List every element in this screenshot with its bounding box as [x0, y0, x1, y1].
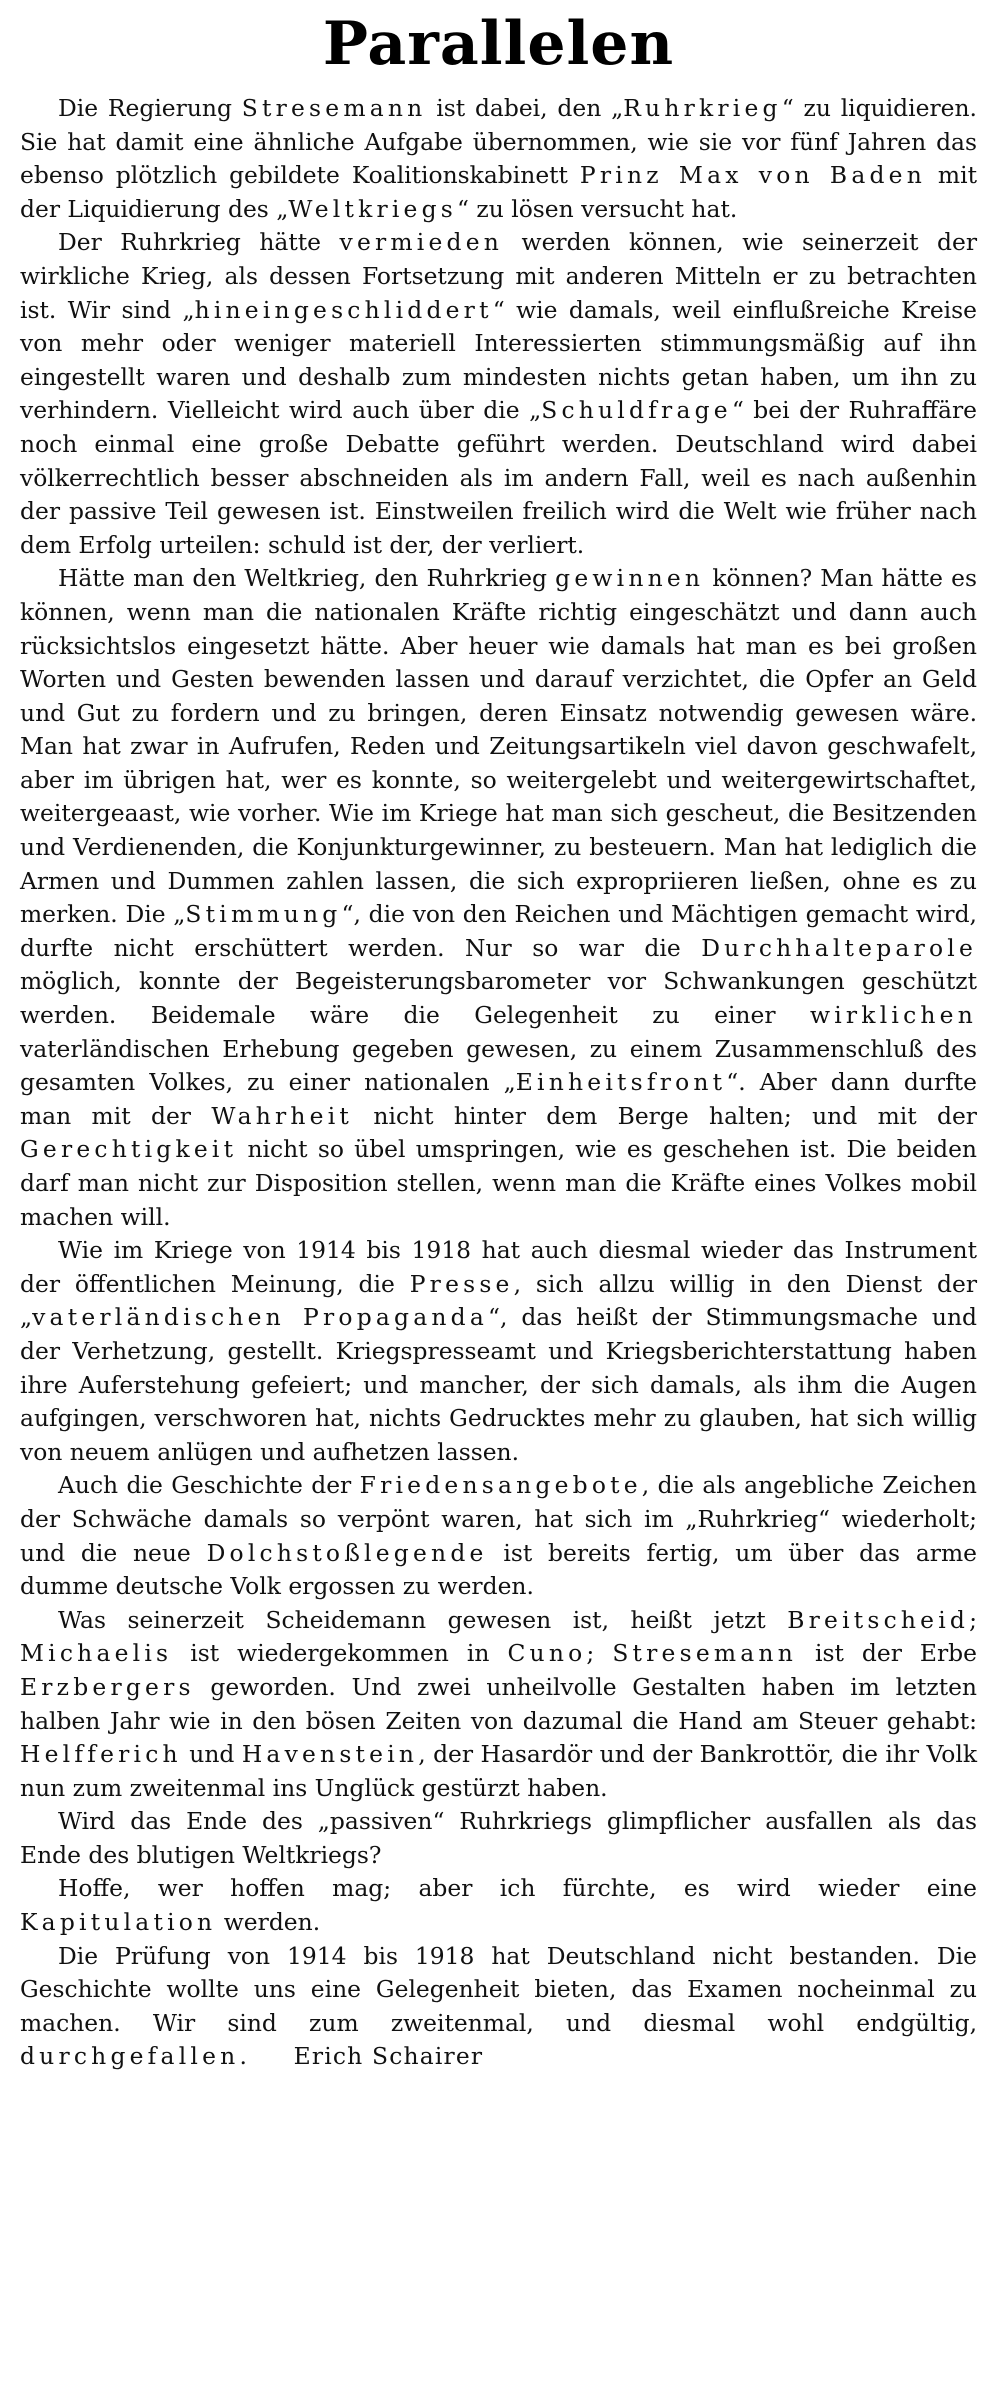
- body-text: nicht so übel umspringen, wie es geschehen ist. Die beiden darf man nicht zur Disposition stellen, wenn man die Kräfte eines Volkes mobil machen will.: [20, 1135, 977, 1231]
- article-paragraph: [20, 92, 977, 226]
- body-text: ist wiedergekommen in: [172, 1639, 508, 1668]
- body-text: Die Prüfung von 1914 bis 1918 hat Deutschland nicht bestanden. Die Geschichte wollte uns eine Gelegenheit bieten, das Examen nocheinmal zu machen. Wir sind zum zweitenmal, und diesmal wohl endgültig,: [20, 1941, 977, 2037]
- emphasis-text: Cuno: [507, 1639, 587, 1668]
- author-signature: Erich Schairer: [293, 2042, 484, 2071]
- emphasis-text: Stresemann: [612, 1639, 797, 1668]
- body-text: vaterländischen Erhebung gegeben gewesen, zu einem Zusammenschluß des gesamten Volkes, zu einer nationalen „: [20, 1034, 977, 1097]
- body-text: “, die von den Reichen und Mächtigen gemacht wird, durfte nicht erschüttert werden. Nur so war die: [20, 900, 977, 962]
- body-text: Hoffe, wer hoffen mag; aber ich fürchte, es wird wieder eine: [58, 1874, 977, 1903]
- emphasis-text: Friedensangebote: [359, 1471, 642, 1500]
- emphasis-text: Stresemann: [241, 94, 427, 122]
- emphasis-text: wirklichen: [809, 1001, 977, 1030]
- body-text: , der Hasardör und der Bankrottör, die ihr Volk nun zum zweitenmal ins Unglück gestürzt haben.: [20, 1740, 977, 1802]
- emphasis-text: Ruhrkrieg: [623, 94, 782, 122]
- body-text: werden können, wie seinerzeit der wirkliche Krieg, als dessen Fortsetzung mit anderen Mitteln er zu betrachten ist. Wir sind „: [20, 228, 978, 324]
- emphasis-text: Havenstein: [241, 1740, 419, 1769]
- emphasis-text: vermieden: [339, 228, 504, 257]
- article-paragraph: [20, 1234, 977, 1469]
- body-text: ;: [969, 1605, 977, 1634]
- body-text: Der Ruhrkrieg hätte: [58, 228, 340, 257]
- emphasis-text: Wahrheit: [211, 1101, 354, 1130]
- article-paragraph: [20, 1872, 977, 1939]
- body-text: “. Aber dann durfte man mit der: [20, 1068, 977, 1130]
- body-text: Hätte man den Weltkrieg, den Ruhrkrieg: [58, 564, 556, 593]
- emphasis-text: durchgefallen: [20, 2042, 240, 2071]
- emphasis-text: Breitscheid: [787, 1605, 970, 1634]
- emphasis-text: Durchhalteparole: [701, 933, 977, 962]
- body-text: und: [181, 1740, 242, 1769]
- article-paragraph: [20, 1805, 977, 1872]
- body-text: , die als angebliche Zeichen der Schwäche damals so verpönt waren, hat sich im „Ruhrkrieg“ wiederholt; und die neue: [20, 1471, 977, 1567]
- body-text: “ zu liquidieren. Sie hat damit eine ähnliche Aufgabe übernommen, wie sie vor fünf Jahren das ebenso plötzlich gebildete Koalitionskabinett: [20, 94, 977, 190]
- emphasis-text: gewinnen: [555, 564, 705, 593]
- body-text: , sich allzu willig in den Dienst der „: [20, 1269, 978, 1332]
- body-text: ist der Erbe: [796, 1639, 977, 1668]
- article-body: [20, 92, 977, 2074]
- emphasis-text: Presse: [409, 1269, 514, 1298]
- emphasis-text: Michaelis: [20, 1639, 173, 1668]
- article-paragraph: [20, 226, 977, 562]
- emphasis-text: Dolchstoßlegende: [206, 1538, 488, 1567]
- body-text: ;: [586, 1639, 613, 1668]
- emphasis-text: vaterländischen Propaganda: [32, 1303, 488, 1332]
- body-text: können? Man hätte es können, wenn man die nationalen Kräfte richtig eingeschätzt und dann auch rücksichtslos eingesetzt hätte. Aber heuer wie damals hat man es bei großen Worten und Gesten bewenden lassen und darauf verzichtet, die Opfer an Geld und Gut zu fordern und zu bringen, deren Einsatz notwendig gewesen wäre. Man hat zwar in Aufrufen, Reden und Zeitungsartikeln viel davon geschwafelt, aber im übrigen hat, wer es konnte, so weitergelebt und weitergewirtschaftet, weitergeaast, wie vorher. Wie im Kriege hat man sich gescheut, die Besitzenden und Verdienenden, die Konjunkturgewinner, zu besteuern. Man hat lediglich die Armen und Dummen zahlen lassen, die sich expropriieren ließen, ohne es zu merken. Die „: [20, 564, 977, 929]
- emphasis-text: Einheitsfront: [515, 1068, 727, 1097]
- body-text: werden.: [216, 1908, 321, 1937]
- emphasis-text: Kapitulation: [20, 1908, 217, 1937]
- emphasis-text: Stimmung: [185, 900, 342, 929]
- body-text: möglich, konnte der Begeisterungsbarometer vor Schwankungen geschützt werden. Beidemale wäre die Gelegenheit zu einer: [20, 967, 977, 1030]
- body-text: nicht hinter dem Berge halten; und mit der: [353, 1101, 977, 1130]
- article-paragraph: [20, 1469, 977, 1603]
- emphasis-text: Prinz Max von Baden: [579, 161, 926, 190]
- body-text: Wie im Kriege von 1914 bis 1918 hat auch diesmal wieder das Instrument der öffentlichen Meinung, die: [20, 1236, 977, 1298]
- body-text: Was seinerzeit Scheidemann gewesen ist, heißt jetzt: [58, 1605, 788, 1634]
- body-text: ist bereits fertig, um über das arme dumme deutsche Volk ergossen zu werden.: [20, 1538, 977, 1601]
- article-title: Parallelen: [322, 9, 675, 79]
- emphasis-text: Helfferich: [20, 1740, 182, 1769]
- body-text: .: [239, 2042, 294, 2071]
- emphasis-text: Schuldfrage: [541, 396, 732, 425]
- emphasis-text: Erzbergers: [20, 1672, 195, 1701]
- body-text: “ bei der Ruhraffäre noch einmal eine große Debatte geführt werden. Deutschland wird dabei völkerrechtlich besser abschneiden als im andern Fall, weil es nach außenhin der passive Teil gewesen ist. Einstweilen freilich wird die Welt wie früher nach dem Erfolg urteilen: schuld ist der, der verliert.: [20, 396, 977, 559]
- body-text: “ zu lösen versucht hat.: [457, 194, 738, 223]
- article-paragraph: [20, 562, 977, 1234]
- emphasis-text: hineingeschliddert: [194, 295, 493, 324]
- article-paragraph: [20, 1604, 977, 1806]
- body-text: mit der Liquidierung des „: [20, 161, 977, 223]
- body-text: geworden. Und zwei unheilvolle Gestalten haben im letzten halben Jahr wie in den bösen Zeiten von dazumal die Hand am Steuer gehabt:: [20, 1672, 977, 1735]
- body-text: Die Regierung: [58, 94, 242, 122]
- body-text: ist dabei, den „: [426, 94, 624, 122]
- article-paragraph: [20, 1940, 977, 2074]
- body-text: “ wie damals, weil einflußreiche Kreise von mehr oder weniger materiell Interessierten stimmungsmäßig auf ihn eingestellt waren und deshalb zum mindesten nichts getan haben, um ihn zu verhindern. Vielleicht wird auch über die „: [20, 295, 977, 425]
- body-text: Wird das Ende des „passiven“ Ruhrkriegs glimpflicher ausfallen als das Ende des blutigen Weltkriegs?: [20, 1807, 977, 1869]
- body-text: Auch die Geschichte der: [58, 1471, 360, 1500]
- body-text: “, das heißt der Stimmungsmache und der Verhetzung, gestellt. Kriegspresseamt und Kriegsberichterstattung haben ihre Auferstehung gefeiert; und mancher, der sich damals, als ihm die Augen aufgingen, verschworen hat, nichts Gedrucktes mehr zu glauben, hat sich willig von neuem anlügen und aufhetzen lassen.: [20, 1303, 977, 1466]
- emphasis-text: Weltkriegs: [288, 194, 457, 223]
- emphasis-text: Gerechtigkeit: [20, 1135, 238, 1164]
